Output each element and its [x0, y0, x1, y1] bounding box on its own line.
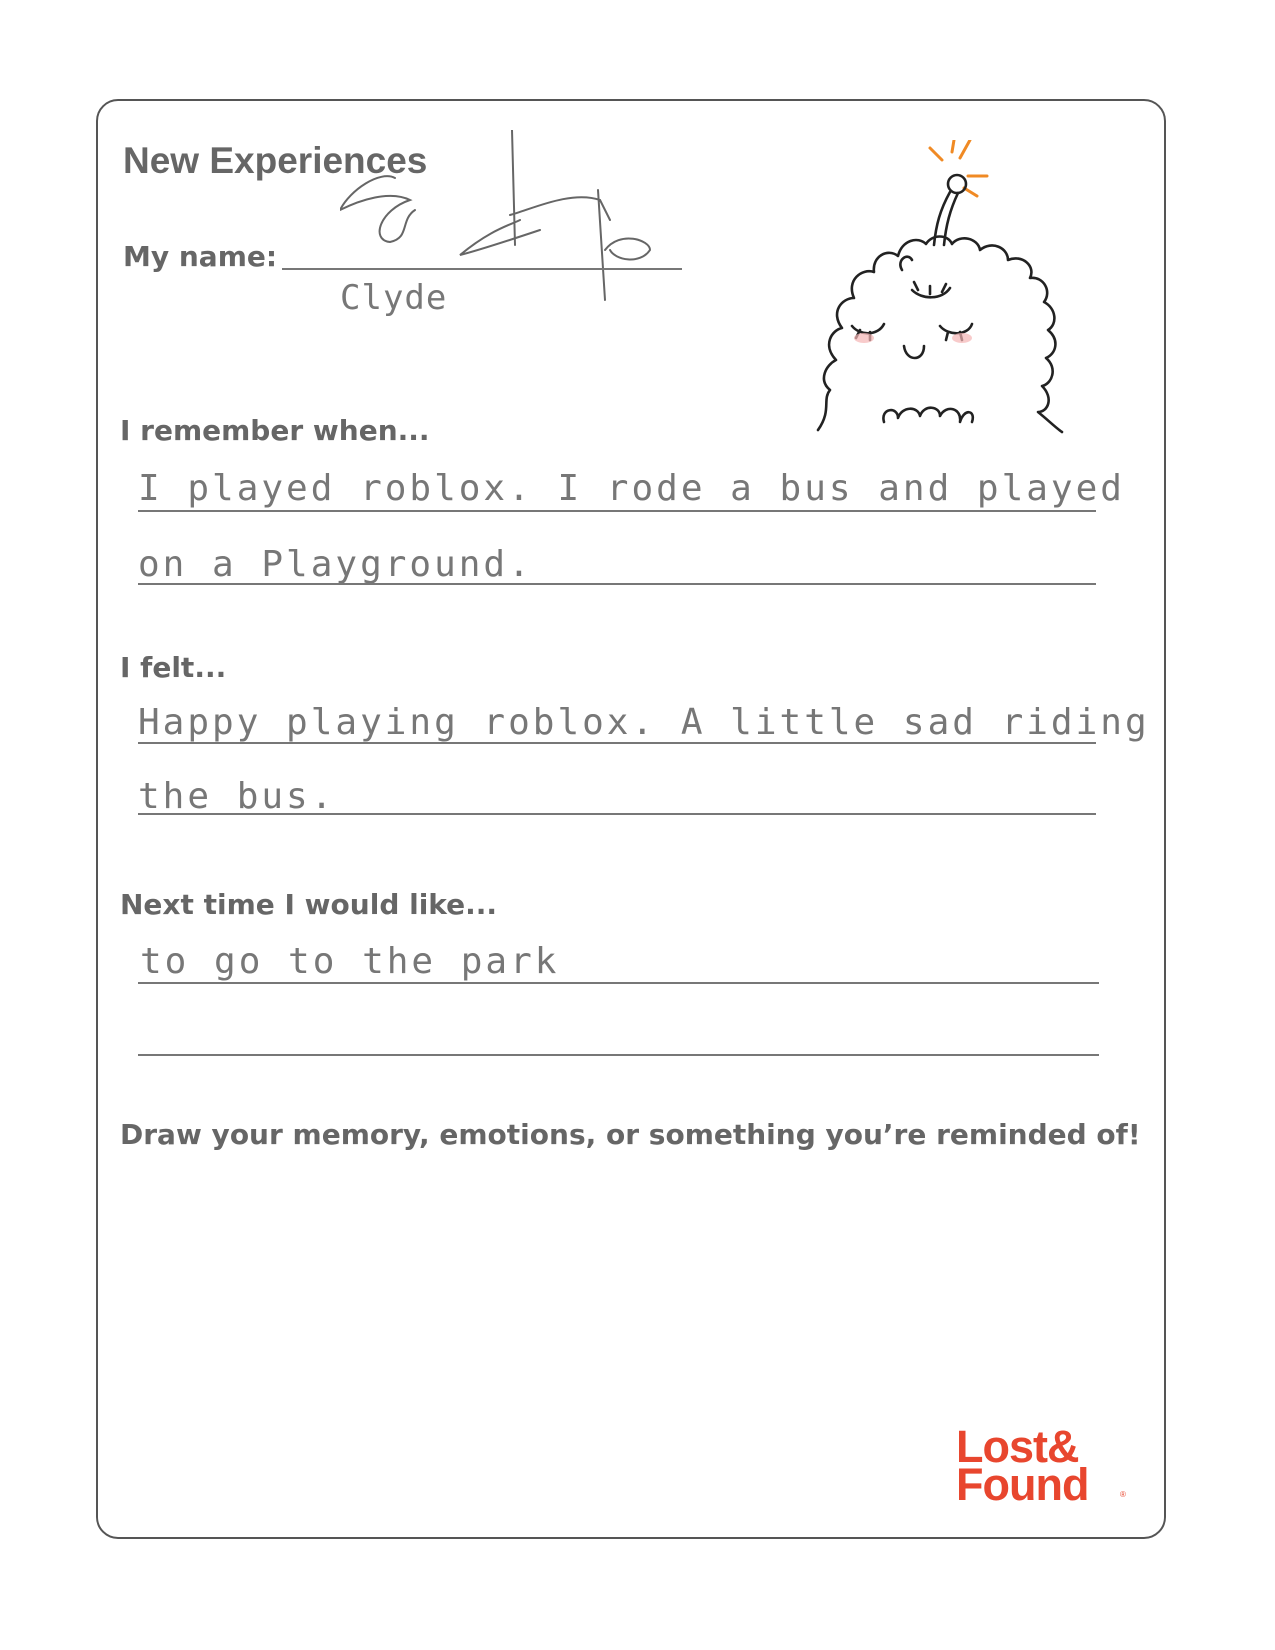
page-title: New Experiences — [123, 140, 428, 181]
next-line-1: to go to the park — [140, 941, 560, 982]
name-label: My name: — [123, 240, 278, 273]
next-time-label: Next time I would like... — [120, 888, 498, 921]
next-rule-2[interactable] — [138, 1054, 1099, 1056]
remember-label: I remember when... — [120, 414, 430, 447]
registered-mark: ® — [1120, 1490, 1126, 1499]
next-rule-1[interactable] — [138, 982, 1099, 984]
draw-prompt: Draw your memory, emotions, or something you’re reminded of! — [120, 1118, 1141, 1151]
felt-rule-2[interactable] — [138, 813, 1096, 815]
felt-line-1: Happy playing roblox. A little sad riding — [138, 702, 1150, 743]
drawing-area[interactable] — [120, 1170, 1100, 1390]
remember-rule-1[interactable] — [138, 510, 1096, 512]
name-value: Clyde — [340, 278, 448, 318]
remember-line-2: on a Playground. — [138, 544, 533, 585]
felt-line-2: the bus. — [138, 776, 336, 817]
remember-line-1: I played roblox. I rode a bus and played — [138, 468, 1125, 509]
logo-line-1: Lost& — [956, 1421, 1079, 1472]
felt-label: I felt... — [120, 651, 227, 684]
fluffy-monster-icon — [812, 140, 1072, 440]
lost-and-found-logo — [956, 1421, 1089, 1510]
felt-rule-1[interactable] — [138, 742, 1096, 744]
remember-rule-2[interactable] — [138, 583, 1096, 585]
name-line[interactable] — [282, 268, 682, 270]
logo-line-2: Found — [956, 1458, 1089, 1510]
